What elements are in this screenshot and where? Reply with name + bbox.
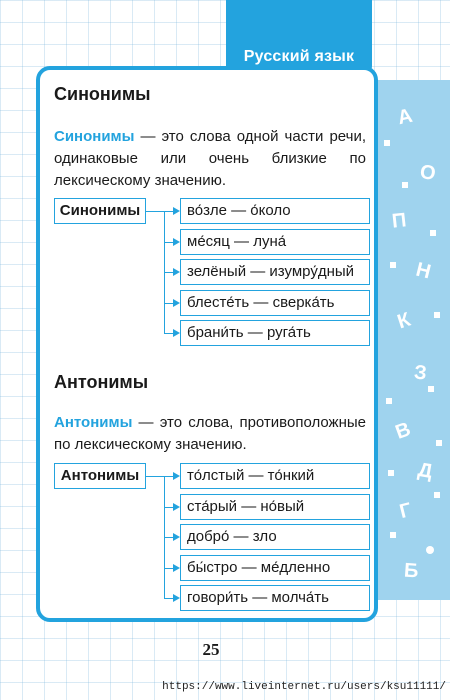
decor-square (384, 140, 390, 146)
connector-line (164, 507, 173, 508)
arrow-icon (173, 268, 180, 276)
connector-line (164, 537, 173, 538)
synonyms-definition (54, 126, 366, 192)
side-letter: Г (397, 498, 414, 524)
side-letter: Б (403, 559, 420, 583)
side-letter: Н (413, 258, 434, 284)
antonym-pair: добро́ — зло (180, 524, 370, 550)
decor-square (390, 532, 396, 538)
decor-square (434, 492, 440, 498)
synonym-pair: брани́ть — руга́ть (180, 320, 370, 346)
connector-line (164, 211, 173, 212)
decor-square (402, 182, 408, 188)
arrow-icon (173, 472, 180, 480)
arrow-icon (173, 594, 180, 602)
antonym-pair: то́лстый — то́нкий (180, 463, 370, 489)
side-decorative-stripe (378, 80, 450, 600)
side-letter: Д (416, 458, 435, 484)
antonyms-definition-term: Антонимы (54, 414, 133, 431)
decor-square (428, 386, 434, 392)
decor-square (430, 230, 436, 236)
side-letter: О (418, 161, 438, 185)
connector-line (164, 568, 173, 569)
side-letter: П (390, 209, 408, 233)
decor-square (386, 398, 392, 404)
arrow-icon (173, 238, 180, 246)
connector-line (146, 211, 164, 212)
connector-line (164, 476, 173, 477)
synonyms-heading: Синонимы (54, 84, 151, 104)
connector-line (164, 303, 173, 304)
subject-title: Русский язык (243, 48, 355, 65)
arrow-icon (173, 503, 180, 511)
content-card (36, 66, 378, 622)
synonym-pair: блесте́ть — сверка́ть (180, 290, 370, 316)
decor-dot (426, 546, 434, 554)
arrow-icon (173, 329, 180, 337)
arrow-icon (173, 533, 180, 541)
antonym-pair: ста́рый — но́вый (180, 494, 370, 520)
synonym-pair: ме́сяц — луна́ (180, 229, 370, 255)
connector-line (164, 598, 173, 599)
decor-square (434, 312, 440, 318)
antonyms-definition (54, 412, 366, 456)
side-letter: А (395, 104, 415, 130)
synonym-pair: зелёный — изумру́дный (180, 259, 370, 285)
decor-square (390, 262, 396, 268)
antonyms-label-box: Антонимы (54, 463, 146, 489)
antonym-pair: бы́стро — ме́дленно (180, 555, 370, 581)
synonyms-definition-text: — это слова одной части речи, одинаковые или очень близкие по лексическому значению. (54, 128, 366, 189)
antonym-pair: говори́ть — молча́ть (180, 585, 370, 611)
arrow-icon (173, 299, 180, 307)
arrow-icon (173, 207, 180, 215)
decor-square (436, 440, 442, 446)
antonyms-definition-text: — это слова, противоположные по лексическому значению. (54, 414, 366, 453)
watermark-url: https://www.liveinternet.ru/users/ksu11111/ (162, 681, 446, 693)
synonym-pair: во́зле — о́коло (180, 198, 370, 224)
connector-line (146, 476, 164, 477)
connector-line (164, 333, 173, 334)
connector-line (164, 272, 173, 273)
side-letter: В (392, 418, 414, 444)
connector-line (164, 242, 173, 243)
page-number: 25 (202, 640, 220, 659)
side-letter: З (412, 361, 428, 385)
arrow-icon (173, 564, 180, 572)
synonyms-definition-term: Синонимы (54, 128, 135, 145)
subject-header-tab (226, 0, 372, 74)
decor-square (388, 470, 394, 476)
side-letter: К (394, 308, 414, 334)
antonyms-heading: Антонимы (54, 372, 149, 392)
synonyms-label-box: Синонимы (54, 198, 146, 224)
